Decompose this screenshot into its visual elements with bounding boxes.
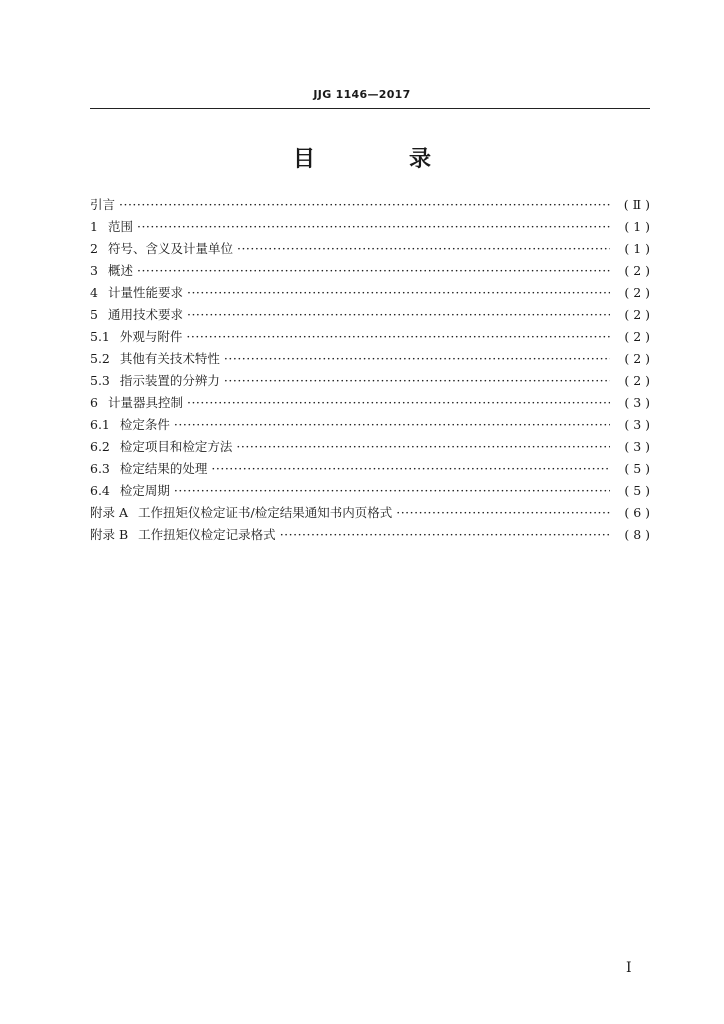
toc-entry-text: 通用技术要求 <box>107 307 183 322</box>
toc-entry-label <box>90 348 220 370</box>
toc-entry-page: ( 6 ) <box>624 505 650 520</box>
toc-entry-label <box>90 480 170 502</box>
toc-entry-appendix-b[interactable] <box>90 524 650 546</box>
toc-entry-5-1[interactable] <box>90 326 650 348</box>
toc-entry-page: ( 1 ) <box>624 219 650 234</box>
toc-leader-dots <box>211 458 610 480</box>
toc-entry-text: 检定结果的处理 <box>119 461 208 476</box>
toc-entry-page: ( 2 ) <box>624 285 650 300</box>
toc-entry-label <box>90 414 170 436</box>
toc-entry-number: 附录 A <box>90 505 129 520</box>
toc-entry-number: 3 <box>90 263 98 278</box>
toc-entry-text: 检定周期 <box>119 483 170 498</box>
toc-entry-label <box>90 326 182 348</box>
toc-leader-dots <box>236 436 610 458</box>
toc-entry-number: 5.3 <box>90 373 110 388</box>
toc-leader-dots <box>187 282 610 304</box>
toc-entry-text: 检定条件 <box>119 417 170 432</box>
toc-entry-label <box>90 370 220 392</box>
toc-entry-4[interactable] <box>90 282 650 304</box>
toc-leader-dots <box>280 524 610 546</box>
toc-entry-label <box>90 194 115 216</box>
toc-leader-dots <box>137 260 610 282</box>
toc-entry-label <box>90 304 183 326</box>
standard-code-header: JJG 1146—2017 <box>313 88 411 101</box>
toc-entry-number: 6.1 <box>90 417 110 432</box>
page-number: I <box>626 960 632 976</box>
toc-entry-text: 指示装置的分辨力 <box>119 373 220 388</box>
toc-leader-dots <box>396 502 610 524</box>
toc-entry-5-3[interactable] <box>90 370 650 392</box>
toc-entry-page: ( 5 ) <box>624 483 650 498</box>
toc-entry-number: 附录 B <box>90 527 129 542</box>
toc-entry-page: ( 8 ) <box>624 527 650 542</box>
toc-leader-dots <box>224 348 610 370</box>
toc-entry-label <box>90 458 207 480</box>
toc-entry-1[interactable] <box>90 216 650 238</box>
toc-entry-text: 工作扭矩仪检定记录格式 <box>138 527 276 542</box>
toc-entry-appendix-a[interactable] <box>90 502 650 524</box>
toc-entry-number: 5.2 <box>90 351 110 366</box>
toc-entry-page: ( 3 ) <box>624 417 650 432</box>
toc-entry-number: 6.4 <box>90 483 110 498</box>
toc-entry-number: 6.3 <box>90 461 110 476</box>
toc-leader-dots <box>237 238 610 260</box>
toc-entry-page: ( 2 ) <box>624 329 650 344</box>
toc-entry-5[interactable] <box>90 304 650 326</box>
toc-entry-label <box>90 436 232 458</box>
toc-entry-page: ( 2 ) <box>624 263 650 278</box>
toc-entry-6-4[interactable] <box>90 480 650 502</box>
toc-entry-page: ( 1 ) <box>624 241 650 256</box>
toc-entry-number: 2 <box>90 241 98 256</box>
toc-entry-2[interactable] <box>90 238 650 260</box>
toc-entry-text: 概述 <box>107 263 133 278</box>
toc-entry-number: 4 <box>90 285 98 300</box>
toc-entry-label <box>90 502 392 524</box>
toc-entry-text: 计量性能要求 <box>107 285 183 300</box>
toc-entry-number: 6 <box>90 395 98 410</box>
toc-entry-6-1[interactable] <box>90 414 650 436</box>
toc-entry-3[interactable] <box>90 260 650 282</box>
toc-entry-text: 计量器具控制 <box>107 395 183 410</box>
table-of-contents <box>90 194 650 546</box>
toc-entry-6-3[interactable] <box>90 458 650 480</box>
page-title: 目 录 <box>292 147 467 172</box>
toc-leader-dots <box>119 194 610 216</box>
toc-leader-dots <box>137 216 610 238</box>
toc-entry-page: ( Ⅱ ) <box>623 197 650 212</box>
toc-leader-dots <box>187 304 610 326</box>
toc-leader-dots <box>187 392 610 414</box>
toc-entry-introduction[interactable] <box>90 194 650 216</box>
toc-entry-text: 检定项目和检定方法 <box>119 439 233 454</box>
toc-entry-number: 5.1 <box>90 329 110 344</box>
toc-leader-dots <box>224 370 610 392</box>
toc-entry-text: 外观与附件 <box>119 329 183 344</box>
toc-entry-label <box>90 216 133 238</box>
toc-entry-page: ( 5 ) <box>624 461 650 476</box>
toc-entry-text: 其他有关技术特性 <box>119 351 220 366</box>
toc-entry-5-2[interactable] <box>90 348 650 370</box>
toc-entry-page: ( 2 ) <box>624 307 650 322</box>
toc-entry-number: 1 <box>90 219 98 234</box>
header-divider <box>90 108 650 109</box>
toc-entry-text: 符号、含义及计量单位 <box>107 241 233 256</box>
toc-entry-6-2[interactable] <box>90 436 650 458</box>
toc-entry-label <box>90 524 276 546</box>
toc-entry-label <box>90 260 133 282</box>
toc-entry-page: ( 3 ) <box>624 395 650 410</box>
toc-leader-dots <box>174 414 610 436</box>
toc-entry-text: 工作扭矩仪检定证书/检定结果通知书内页格式 <box>138 505 393 520</box>
toc-entry-page: ( 3 ) <box>624 439 650 454</box>
toc-entry-label <box>90 282 183 304</box>
toc-entry-label <box>90 392 183 414</box>
toc-leader-dots <box>174 480 610 502</box>
toc-entry-number: 5 <box>90 307 98 322</box>
toc-leader-dots <box>186 326 610 348</box>
toc-entry-number: 6.2 <box>90 439 110 454</box>
toc-entry-label <box>90 238 233 260</box>
toc-entry-text: 引言 <box>90 197 116 212</box>
toc-entry-page: ( 2 ) <box>624 351 650 366</box>
toc-entry-6[interactable] <box>90 392 650 414</box>
toc-entry-page: ( 2 ) <box>624 373 650 388</box>
toc-entry-text: 范围 <box>107 219 133 234</box>
